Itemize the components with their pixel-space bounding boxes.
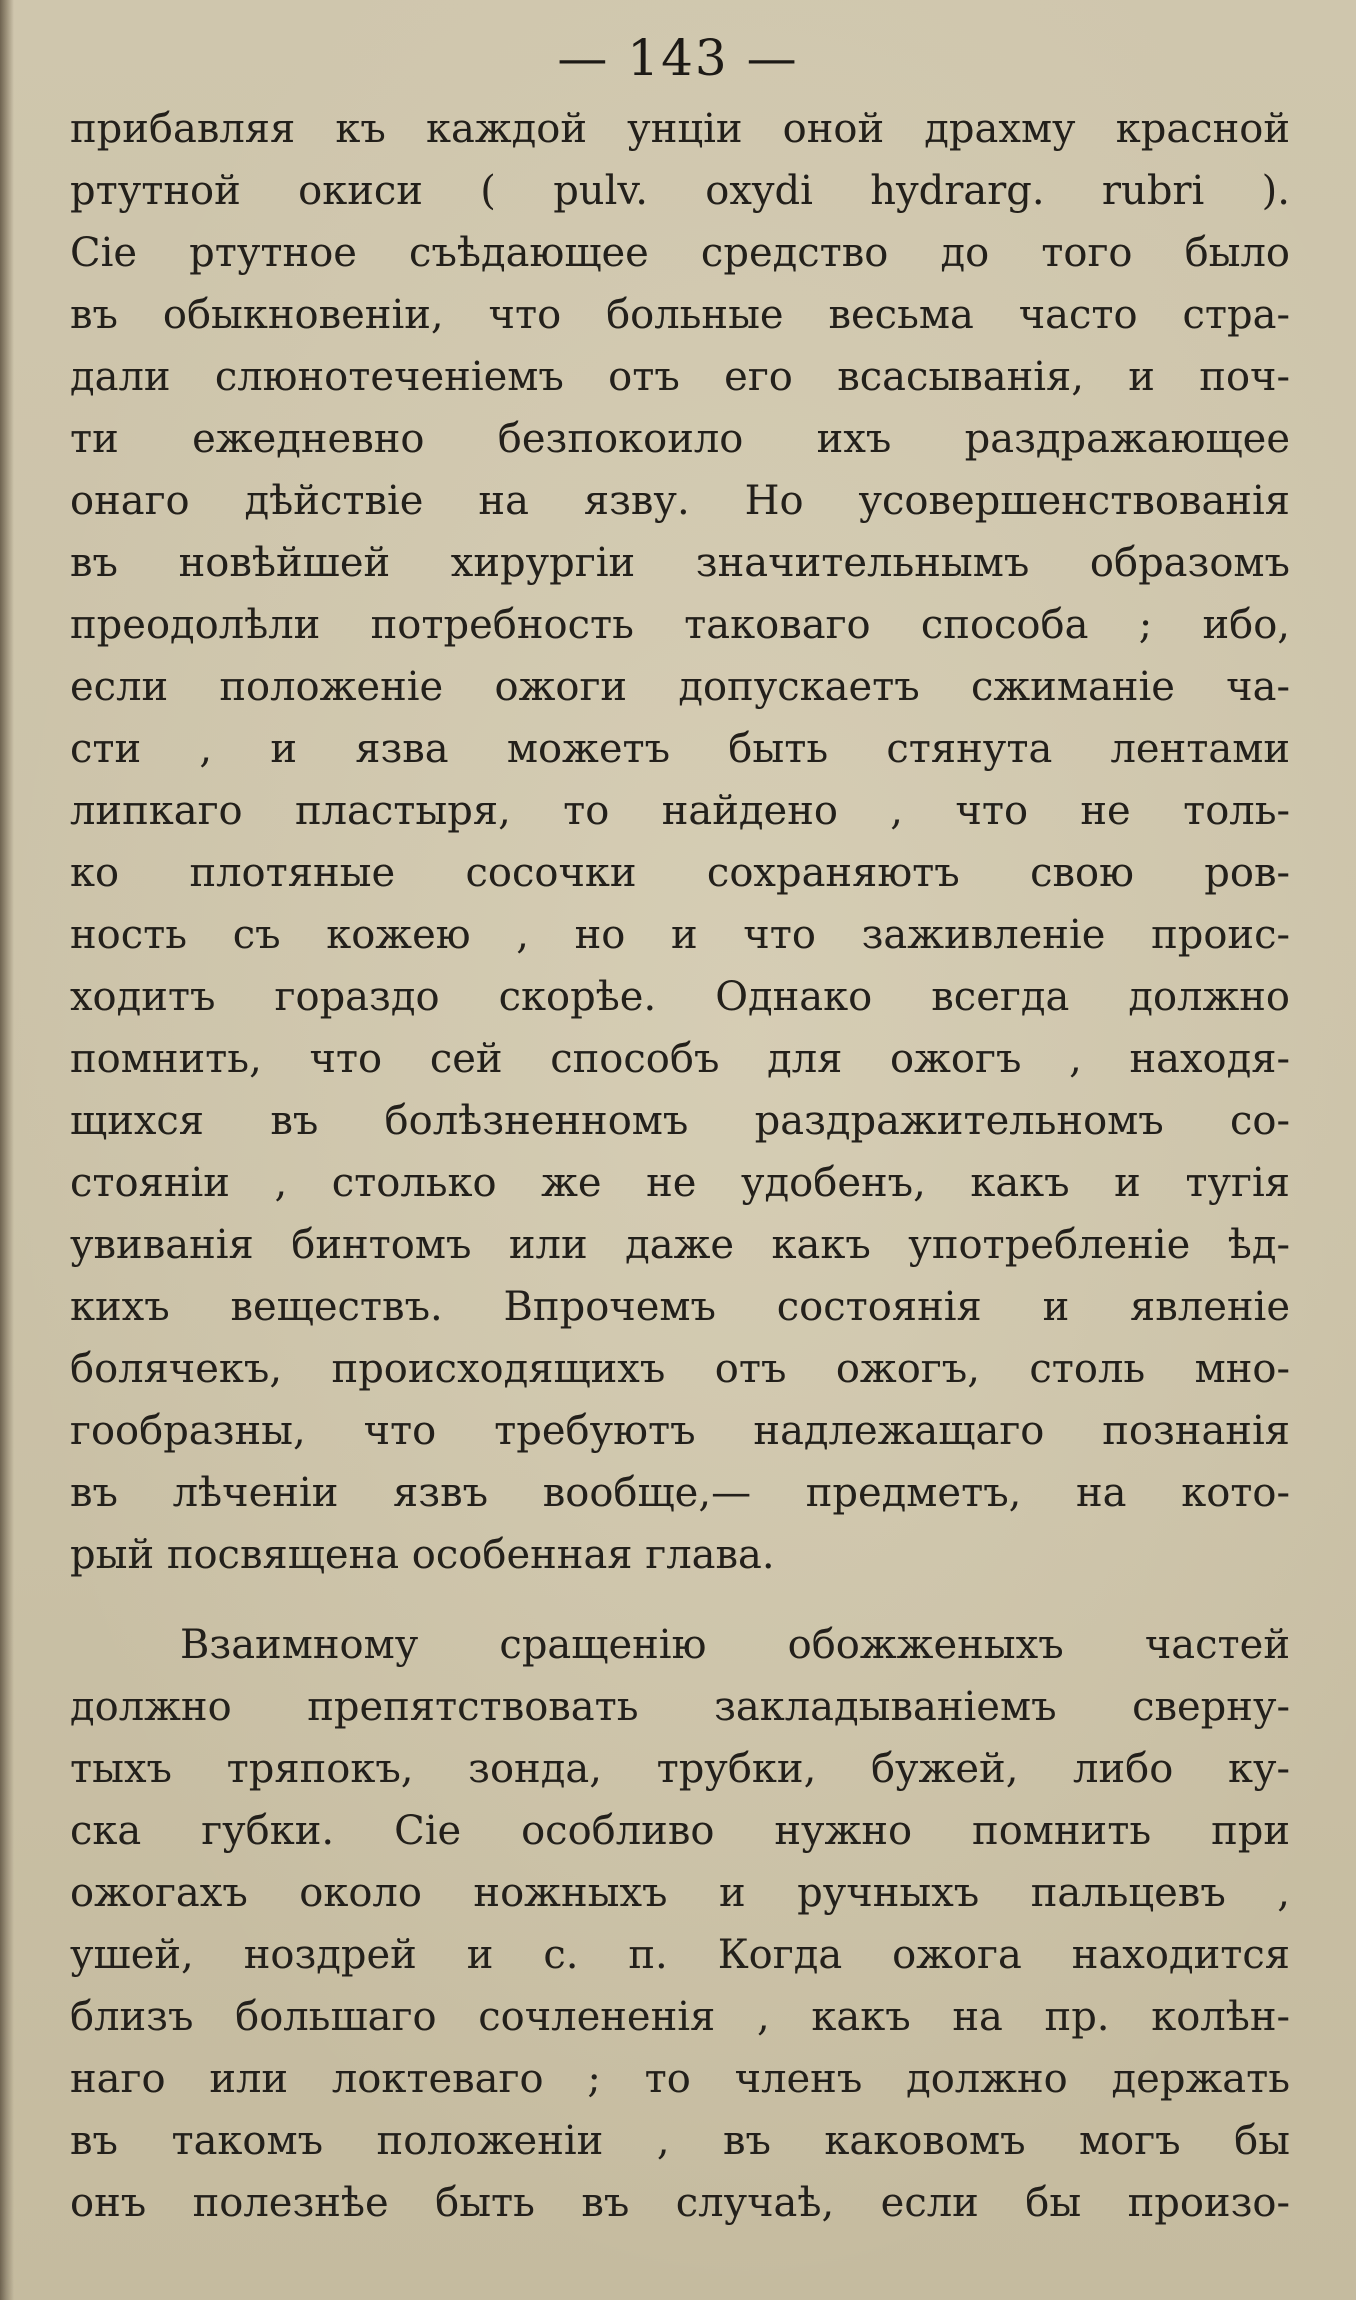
text-line: болячекъ, происходящихъ отъ ожогъ, столь мно-: [70, 1346, 1290, 1392]
text-line: щихся въ болѣзненномъ раздражительномъ со-: [70, 1098, 1290, 1144]
text-line: увиванія бинтомъ или даже какъ употребленіе ѣд-: [70, 1222, 1290, 1268]
text-line: ожогахъ около ножныхъ и ручныхъ пальцевъ ,: [70, 1870, 1290, 1916]
text-line: ртутной окиси ( pulv. oxydi hydrarg. rubri ).: [70, 168, 1290, 214]
text-line: ска губки. Сіе особливо нужно помнить при: [70, 1808, 1290, 1854]
paragraph-gap: [70, 1586, 1290, 1614]
text-line: ко плотяные сосочки сохраняютъ свою ров-: [70, 850, 1290, 896]
text-line: онъ полезнѣе быть въ случаѣ, если бы произо-: [70, 2180, 1290, 2226]
text-line: въ лѣченіи язвъ вообще,— предметъ, на кото-: [70, 1470, 1290, 1516]
text-line: помнить, что сей способъ для ожогъ , находя-: [70, 1036, 1290, 1082]
text-line: рый посвящена особенная глава.: [70, 1532, 775, 1578]
text-line: если положеніе ожоги допускаетъ сжиманіе ча-: [70, 664, 1290, 710]
text-line: Взаимному сращенію обожженыхъ частей: [180, 1622, 1290, 1668]
text-line: кихъ веществъ. Впрочемъ состоянія и явленіе: [70, 1284, 1290, 1330]
text-line: ность съ кожею , но и что заживленіе проис-: [70, 912, 1290, 958]
text-line: липкаго пластыря, то найдено , что не толь-: [70, 788, 1290, 834]
body-text: [70, 98, 1290, 2234]
text-line: должно препятствовать закладываніемъ сверну-: [70, 1684, 1290, 1730]
text-line: дали слюнотеченіемъ отъ его всасыванія, и поч-: [70, 354, 1290, 400]
text-line: наго или локтеваго ; то членъ должно держать: [70, 2056, 1290, 2102]
text-line: Сіе ртутное съѣдающее средство до того было: [70, 230, 1290, 276]
paragraph-1: [70, 98, 1290, 1586]
text-line: ти ежедневно безпокоило ихъ раздражающее: [70, 416, 1290, 462]
text-line: ушей, ноздрей и с. п. Когда ожога находится: [70, 1932, 1290, 1978]
text-line: сти , и язва можетъ быть стянута лентами: [70, 726, 1290, 772]
text-line: въ новѣйшей хирургіи значительнымъ образомъ: [70, 540, 1290, 586]
text-line: ходитъ гораздо скорѣе. Однако всегда должно: [70, 974, 1290, 1020]
paragraph-2: [70, 1614, 1290, 2234]
page-number: — 143 —: [557, 29, 799, 87]
binding-edge: [0, 0, 14, 2300]
text-line: онаго дѣйствіе на язву. Но усовершенствованія: [70, 478, 1290, 524]
text-line: стояніи , столько же не удобенъ, какъ и тугія: [70, 1160, 1290, 1206]
text-line: тыхъ тряпокъ, зонда, трубки, бужей, либо ку-: [70, 1746, 1290, 1792]
text-line: гообразны, что требуютъ надлежащаго познанія: [70, 1408, 1290, 1454]
text-line: близъ большаго сочлененія , какъ на пр. колѣн-: [70, 1994, 1290, 2040]
text-line: преодолѣли потребность таковаго способа ; ибо,: [70, 602, 1290, 648]
text-line: прибавляя къ каждой унціи оной драхму красной: [70, 106, 1290, 152]
text-line: въ такомъ положеніи , въ каковомъ могъ бы: [70, 2118, 1290, 2164]
text-line: въ обыкновеніи, что больные весьма часто стра-: [70, 292, 1290, 338]
